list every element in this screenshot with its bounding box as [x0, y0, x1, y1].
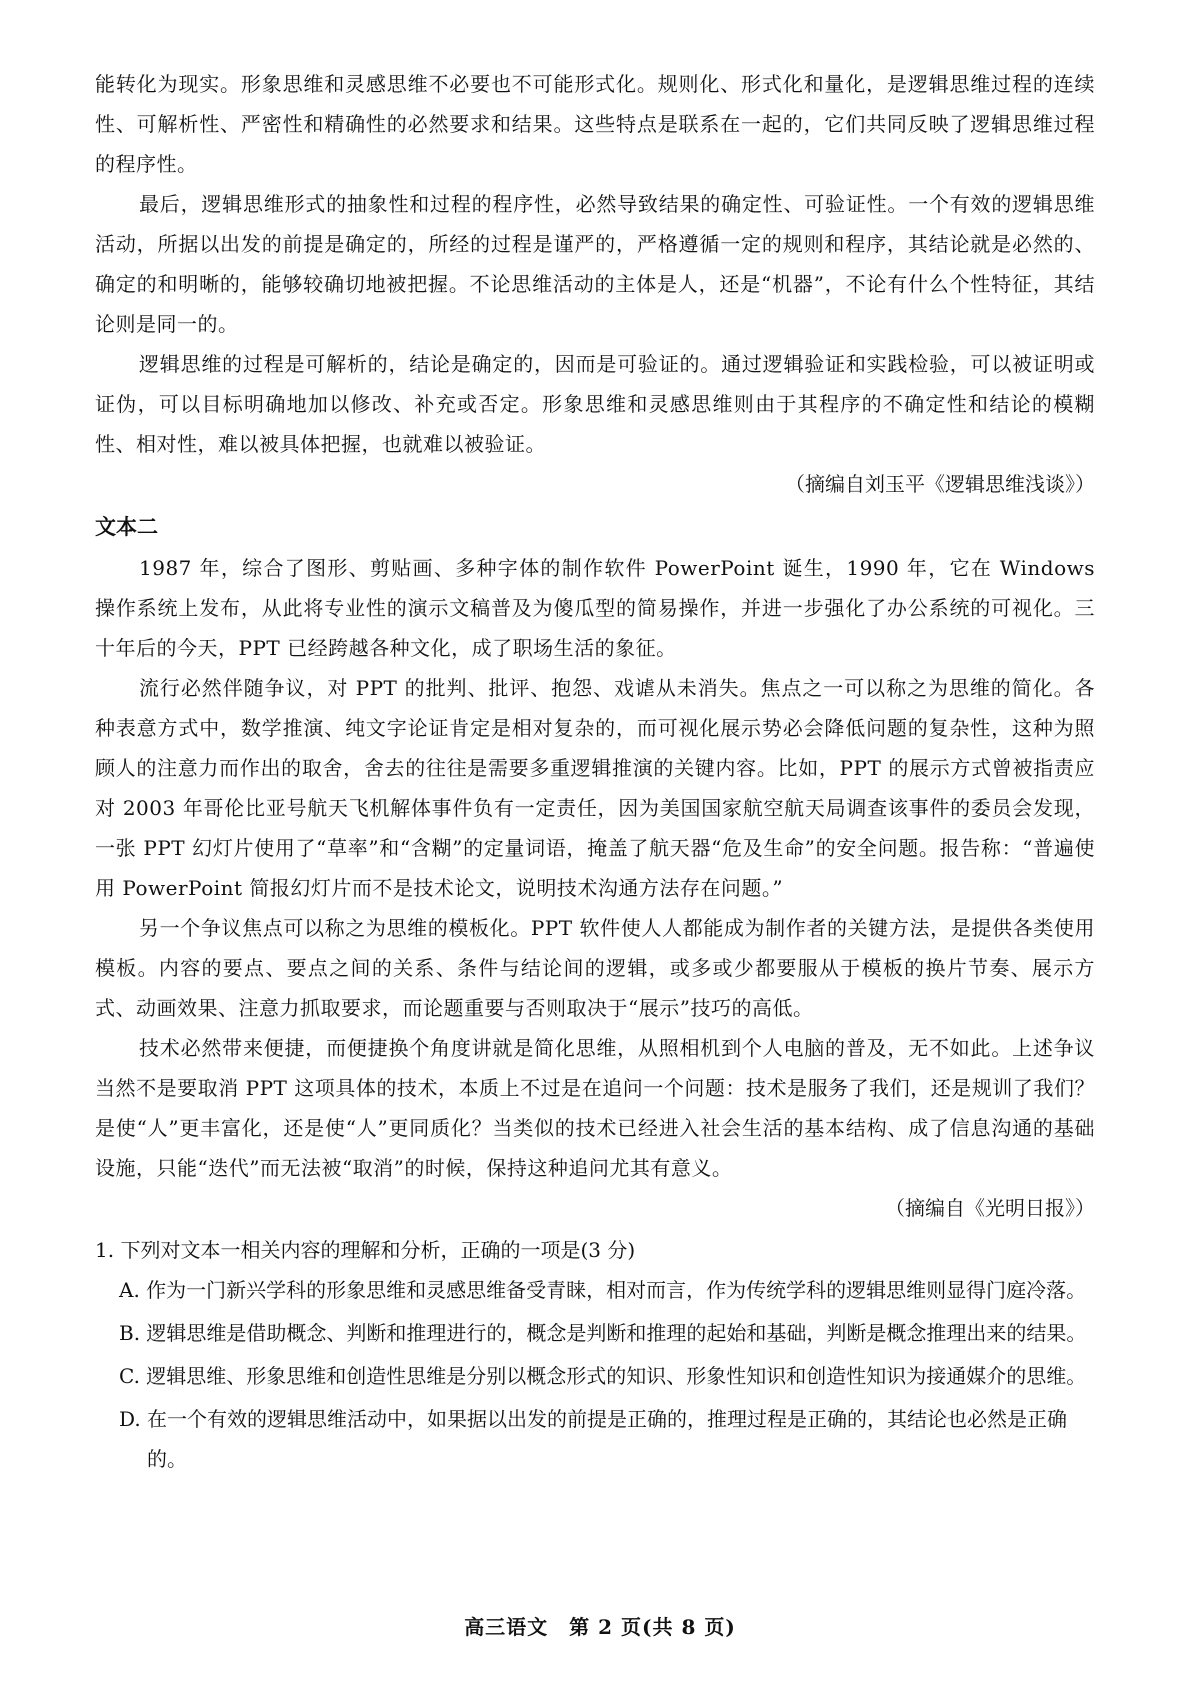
paragraph: 1987 年，综合了图形、剪贴画、多种字体的制作软件 PowerPoint 诞生，1990 年，它在 Windows 操作系统上发布，从此将专业性的演示文稿普及为傻瓜型的简易操作，并进一步强化了办公系统的可视化。三十年后的今天，PPT 已经跨越各种文化，成了职场生活的象征。: [95, 556, 1095, 660]
paragraph: 最后，逻辑思维形式的抽象性和过程的程序性，必然导致结果的确定性、可验证性。一个有效的逻辑思维活动，所据以出发的前提是确定的，所经的过程是谨严的，严格遵循一定的规则和程序，其结论就是必然的、确定的和明晰的，能够较确切地被把握。不论思维活动的主体是人，还是“机器”，不论有什么个性特征，其结论则是同一的。: [95, 192, 1095, 336]
page-content: [95, 64, 1095, 1482]
text2-section: [95, 506, 1095, 1228]
question-stem: 1. 下列对文本一相关内容的理解和分析，正确的一项是(3 分): [95, 1238, 636, 1262]
option-a: A. 作为一门新兴学科的形象思维和灵感思维备受青睐，相对而言，作为传统学科的逻辑思维则显得门庭冷落。: [119, 1278, 1087, 1302]
question-1: [95, 1230, 1095, 1479]
page-footer: 高三语文 第 2 页(共 8 页): [464, 1615, 736, 1639]
paragraph: 逻辑思维的过程是可解析的，结论是确定的，因而是可验证的。通过逻辑验证和实践检验，可以被证明或证伪，可以目标明确地加以修改、补充或否定。形象思维和灵感思维则由于其程序的不确定性和结论的模糊性、相对性，难以被具体把握，也就难以被验证。: [95, 352, 1095, 456]
source-citation: （摘编自刘玉平《逻辑思维浅谈》）: [785, 472, 1095, 496]
source-citation: （摘编自《光明日报》）: [885, 1196, 1095, 1220]
paragraph: 流行必然伴随争议，对 PPT 的批判、批评、抱怨、戏谑从未消失。焦点之一可以称之为思维的简化。各种表意方式中，数学推演、纯文字论证肯定是相对复杂的，而可视化展示势必会降低问题的复杂性，这种为照顾人的注意力而作出的取舍，舍去的往往是需要多重逻辑推演的关键内容。比如，PPT 的展示方式曾被指责应对 2003 年哥伦比亚号航天飞机解体事件负有一定责任，因为美国国家航空航天局调查该事件的委员会发现，一张 PPT 幻灯片使用了“草率”和“含糊”的定量词语，掩盖了航天器“危及生命”的安全问题。报告称：“普遍使用 PowerPoint 简报幻灯片而不是技术论文，说明技术沟通方法存在问题。”: [95, 676, 1095, 900]
paragraph: 另一个争议焦点可以称之为思维的模板化。PPT 软件使人人都能成为制作者的关键方法，是提供各类使用模板。内容的要点、要点之间的关系、条件与结论间的逻辑，或多或少都要服从于模板的换片节奏、展示方式、动画效果、注意力抓取要求，而论题重要与否则取决于“展示”技巧的高低。: [95, 916, 1095, 1020]
text1-continuation: [95, 64, 1095, 504]
option-b: B. 逻辑思维是借助概念、判断和推理进行的，概念是判断和推理的起始和基础，判断是概念推理出来的结果。: [119, 1321, 1087, 1345]
option-c: C. 逻辑思维、形象思维和创造性思维是分别以概念形式的知识、形象性知识和创造性知识为接通媒介的思维。: [119, 1364, 1087, 1388]
paragraph: 能转化为现实。形象思维和灵感思维不必要也不可能形式化。规则化、形式化和量化，是逻辑思维过程的连续性、可解析性、严密性和精确性的必然要求和结果。这些特点是联系在一起的，它们共同反映了逻辑思维过程的程序性。: [95, 72, 1095, 176]
option-d: D. 在一个有效的逻辑思维活动中，如果据以出发的前提是正确的，推理过程是正确的，其结论也必然是正确的。: [119, 1407, 1068, 1471]
section-heading: 文本二: [95, 514, 158, 539]
paragraph: 技术必然带来便捷，而便捷换个角度讲就是简化思维，从照相机到个人电脑的普及，无不如此。上述争议当然不是要取消 PPT 这项具体的技术，本质上不过是在追问一个问题：技术是服务了我们，还是规训了我们？是使“人”更丰富化，还是使“人”更同质化？当类似的技术已经进入社会生活的基本结构、成了信息沟通的基础设施，只能“迭代”而无法被“取消”的时候，保持这种追问尤其有意义。: [95, 1036, 1095, 1180]
